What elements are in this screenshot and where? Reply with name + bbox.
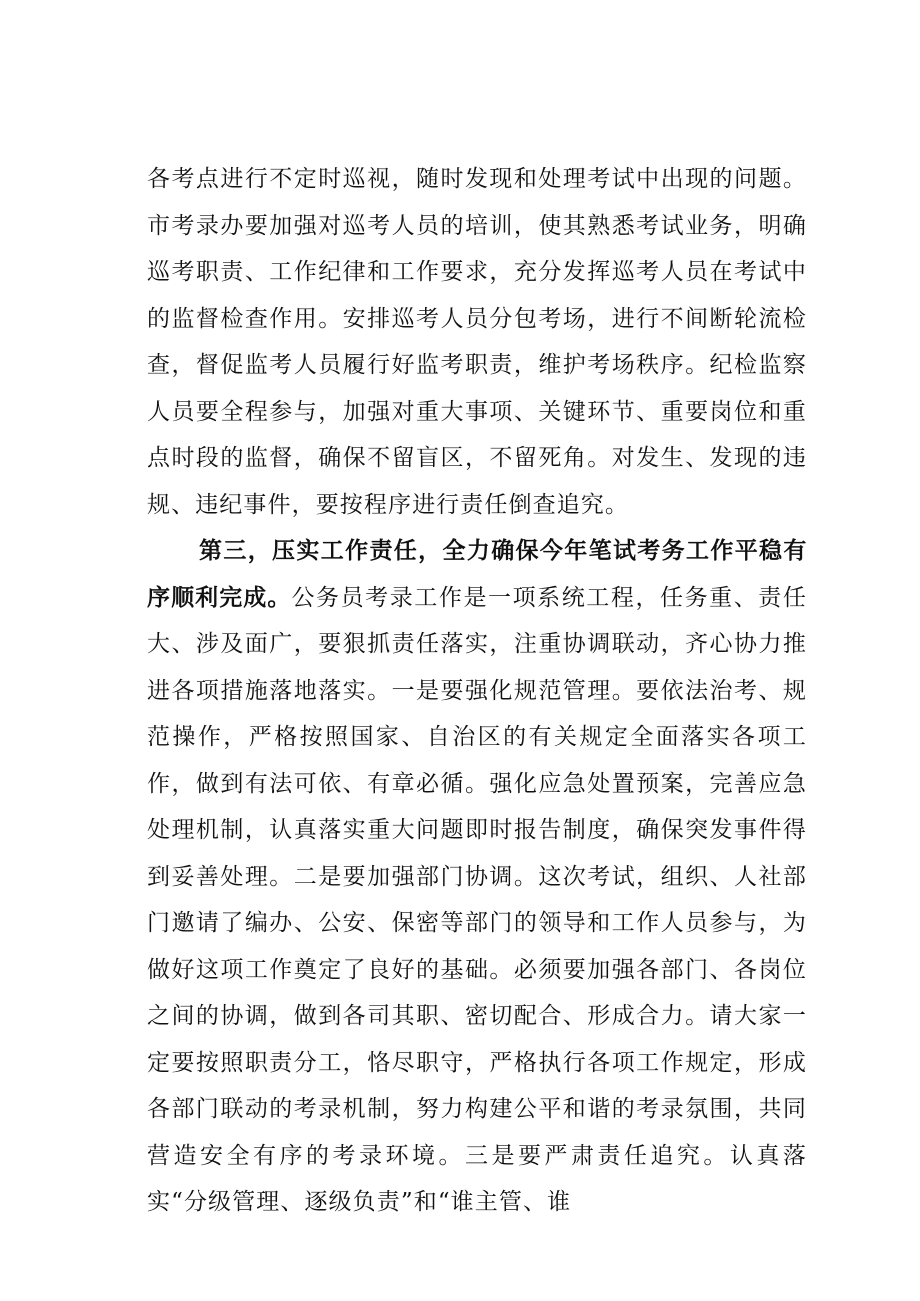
section-three-paragraph <box>147 528 807 1226</box>
section-three-heading: 第三，压实工作责任，全力确保今年笔试考务工作平稳有序顺利完成。 <box>147 538 807 611</box>
section-three-body: 公务员考录工作是一项系统工程，任务重、责任大、涉及面广，要狠抓责任落实，注重协调联动，齐心协力推进各项措施落地落实。一是要强化规范管理。要依法治考、规范操作，严格按照国家、自治区的有关规定全面落实各项工作，做到有法可依、有章必循。强化应急处置预案，完善应急处理机制，认真落实重大问题即时报告制度，确保突发事件得到妥善处理。二是要加强部门协调。这次考试，组织、人社部门邀请了编办、公安、保密等部门的领导和工作人员参与，为做好这项工作奠定了良好的基础。必须要加强各部门、各岗位之间的协调，做到各司其职、密切配合、形成合力。请大家一定要按照职责分工，恪尽职守，严格执行各项工作规定，形成各部门联动的考录机制，努力构建公平和谐的考录氛围，共同营造安全有序的考录环境。三是要严肃责任追究。认真落实“分级管理、逐级负责”和“谁主管、谁 <box>147 584 807 1215</box>
continued-paragraph: 各考点进行不定时巡视，随时发现和处理考试中出现的问题。市考录办要加强对巡考人员的培训，使其熟悉考试业务，明确巡考职责、工作纪律和工作要求，充分发挥巡考人员在考试中的监督检查作用。安排巡考人员分包考场，进行不间断轮流检查，督促监考人员履行好监考职责，维护考场秩序。纪检监察人员要全程参与，加强对重大事项、关键环节、重要岗位和重点时段的监督，确保不留盲区，不留死角。对发生、发现的违规、违纪事件，要按程序进行责任倒查追究。 <box>147 166 807 518</box>
document-body <box>147 156 807 1226</box>
